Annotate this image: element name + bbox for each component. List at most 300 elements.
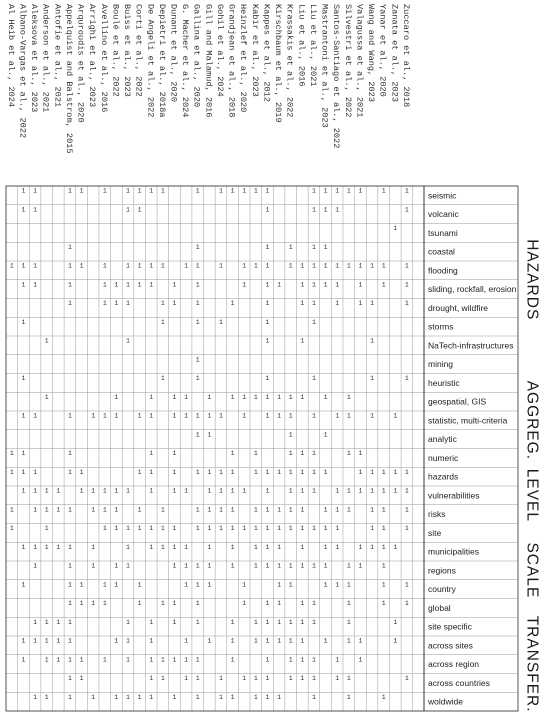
author-header: Arrighi et al., 2023 <box>87 4 98 108</box>
cell-mark: 1 <box>67 450 72 457</box>
cell-mark: 1 <box>149 525 154 532</box>
author-header: Antofie et al., 2021 <box>52 4 63 108</box>
cell-mark: 1 <box>370 262 374 270</box>
cell-mark: 1 <box>172 656 177 664</box>
author-header: Liu et al., 2021 <box>307 4 318 87</box>
cell-mark: 1 <box>172 525 177 532</box>
cell-mark: 1 <box>265 600 270 607</box>
author-header: Liu et al., 2016 <box>296 4 307 87</box>
cell-mark: 1 <box>335 412 340 420</box>
cell-mark: 1 <box>346 262 351 270</box>
cell-mark: 1 <box>149 450 154 457</box>
cell-mark: 1 <box>79 468 84 476</box>
author-header: G. Macher et al., 2024 <box>180 4 191 118</box>
cell-mark: 1 <box>67 412 72 420</box>
cell-mark: 1 <box>172 412 177 420</box>
cell-mark: 1 <box>219 468 223 476</box>
cell-mark: 1 <box>33 637 38 645</box>
cell-mark: 1 <box>288 656 293 664</box>
cell-mark: 1 <box>335 187 340 195</box>
cell-mark: 1 <box>44 337 49 345</box>
cell-mark: 1 <box>323 393 328 401</box>
cell-mark: 1 <box>265 281 270 289</box>
cell-mark: 1 <box>346 393 351 401</box>
cell-mark: 1 <box>381 693 386 701</box>
cell-mark: 1 <box>253 543 258 551</box>
cell-mark: 1 <box>126 637 130 645</box>
cell-mark: 1 <box>230 543 235 551</box>
cell-mark: 1 <box>149 543 154 551</box>
cell-mark: 1 <box>114 525 119 532</box>
cell-mark: 1 <box>67 656 72 664</box>
cell-mark: 1 <box>126 300 130 307</box>
cell-mark: 1 <box>195 675 200 682</box>
cell-mark: 1 <box>358 187 363 195</box>
row-label: sliding, rockfall, erosion <box>428 284 517 295</box>
cell-mark: 1 <box>323 206 328 214</box>
section-label: HAZARDS <box>523 239 541 321</box>
cell-mark: 1 <box>207 468 212 476</box>
cell-mark: 1 <box>300 562 305 570</box>
cell-mark: 1 <box>311 375 316 382</box>
cell-mark: 1 <box>288 450 293 457</box>
cell-mark: 1 <box>265 393 270 401</box>
cell-mark: 1 <box>253 187 258 195</box>
cell-mark: 1 <box>393 618 398 626</box>
cell-mark: 1 <box>149 675 154 682</box>
cell-mark: 1 <box>381 468 386 476</box>
cell-mark: 1 <box>393 543 398 551</box>
cell-mark: 1 <box>265 637 270 645</box>
cell-mark: 1 <box>242 281 247 289</box>
cell-mark: 1 <box>67 262 72 270</box>
author-header: Yanar et al., 2020 <box>377 4 388 97</box>
section-label: SCALE <box>523 542 541 599</box>
cell-mark: 1 <box>404 506 409 514</box>
cell-mark: 1 <box>114 412 119 420</box>
cell-mark: 1 <box>207 431 212 439</box>
cell-mark: 1 <box>277 543 282 551</box>
cell-mark: 1 <box>21 206 26 214</box>
cell-mark: 1 <box>381 187 386 195</box>
cell-mark: 1 <box>277 618 282 626</box>
row-label: hazards <box>428 471 459 482</box>
cell-mark: 1 <box>172 487 177 495</box>
row-label: heuristic <box>428 377 460 388</box>
cell-mark: 1 <box>207 487 212 495</box>
cell-mark: 1 <box>311 468 316 476</box>
cell-mark: 1 <box>172 468 177 476</box>
cell-mark: 1 <box>137 281 142 289</box>
cell-mark: 1 <box>172 618 177 626</box>
cell-mark: 1 <box>126 543 130 551</box>
cell-mark: 1 <box>149 262 154 270</box>
cell-mark: 1 <box>288 393 293 401</box>
cell-mark: 1 <box>184 543 189 551</box>
cell-mark: 1 <box>102 656 107 664</box>
cell-mark: 1 <box>323 562 328 570</box>
cell-mark: 1 <box>277 600 282 607</box>
cell-mark: 1 <box>9 506 14 514</box>
cell-mark: 1 <box>288 581 293 589</box>
author-header: Appelquist and Balstrom, 2015 <box>63 4 74 154</box>
author-header: Aleksova et al., 2023 <box>29 4 40 113</box>
cell-mark: 1 <box>91 693 96 701</box>
cell-mark: 1 <box>242 525 247 532</box>
author-header: Arquroudis et al., 2020 <box>75 4 86 123</box>
cell-mark: 1 <box>335 656 340 664</box>
cell-mark: 1 <box>184 562 189 570</box>
cell-mark: 1 <box>404 581 409 589</box>
cell-mark: 1 <box>346 618 351 626</box>
cell-mark: 1 <box>265 262 270 270</box>
cell-mark: 1 <box>33 468 38 476</box>
cell-mark: 1 <box>114 487 119 495</box>
cell-mark: 1 <box>195 412 200 420</box>
cell-mark: 1 <box>277 525 282 532</box>
cell-mark: 1 <box>21 450 26 457</box>
cell-mark: 1 <box>67 618 72 626</box>
cell-mark: 1 <box>288 468 293 476</box>
cell-mark: 1 <box>265 337 270 345</box>
author-header: Krassakis et al., 2022 <box>284 4 295 118</box>
cell-mark: 1 <box>184 656 189 664</box>
cell-mark: 1 <box>114 506 119 514</box>
cell-mark: 1 <box>381 262 386 270</box>
cell-mark: 1 <box>300 543 305 551</box>
cell-mark: 1 <box>137 468 142 476</box>
cell-mark: 1 <box>207 506 212 514</box>
cell-mark: 1 <box>79 487 84 495</box>
cell-mark: 1 <box>67 300 72 307</box>
row-label: seismic <box>428 190 457 201</box>
cell-mark: 1 <box>300 506 305 514</box>
cell-mark: 1 <box>137 581 142 589</box>
cell-mark: 1 <box>335 206 340 214</box>
row-label: numeric <box>428 452 459 463</box>
cell-mark: 1 <box>184 412 189 420</box>
cell-mark: 1 <box>33 262 38 270</box>
row-label: storms <box>428 321 454 332</box>
cell-mark: 1 <box>335 675 340 682</box>
cell-mark: 1 <box>67 543 72 551</box>
row-label: vulnerabilities <box>428 490 480 501</box>
cell-mark: 1 <box>323 431 328 439</box>
cell-mark: 1 <box>323 187 328 195</box>
cell-mark: 1 <box>33 281 38 289</box>
cell-mark: 1 <box>335 506 340 514</box>
cell-mark: 1 <box>195 618 200 626</box>
cell-mark: 1 <box>79 600 84 607</box>
cell-mark: 1 <box>311 412 316 420</box>
cell-mark: 1 <box>114 300 119 307</box>
cell-mark: 1 <box>114 581 119 589</box>
cell-mark: 1 <box>184 637 189 645</box>
cell-mark: 1 <box>311 487 316 495</box>
cell-mark: 1 <box>44 656 49 664</box>
row-label: drought, wildfire <box>428 302 489 313</box>
cell-mark: 1 <box>160 375 165 382</box>
cell-mark: 1 <box>265 206 270 214</box>
cell-mark: 1 <box>102 262 107 270</box>
cell-mark: 1 <box>265 656 270 664</box>
cell-mark: 1 <box>184 487 189 495</box>
row-label: country <box>428 584 456 595</box>
cell-mark: 1 <box>242 412 247 420</box>
cell-mark: 1 <box>219 318 223 326</box>
author-header: Zanata et al., 2023 <box>389 4 400 102</box>
row-label: coastal <box>428 246 455 257</box>
cell-mark: 1 <box>56 543 61 551</box>
cell-mark: 1 <box>358 562 363 570</box>
cell-mark: 1 <box>195 356 200 364</box>
cell-mark: 1 <box>358 300 363 307</box>
cell-mark: 1 <box>195 468 200 476</box>
cell-mark: 1 <box>79 656 84 664</box>
cell-mark: 1 <box>370 375 374 382</box>
cell-mark: 1 <box>265 300 270 307</box>
row-label: regions <box>428 565 456 576</box>
cell-mark: 1 <box>195 693 200 701</box>
cell-mark: 1 <box>160 600 165 607</box>
cell-mark: 1 <box>126 525 130 532</box>
cell-mark: 1 <box>126 487 130 495</box>
cell-mark: 1 <box>277 468 282 476</box>
cell-mark: 1 <box>346 450 351 457</box>
cell-mark: 1 <box>230 468 235 476</box>
cell-mark: 1 <box>323 581 328 589</box>
cell-mark: 1 <box>44 487 49 495</box>
cell-mark: 1 <box>149 412 154 420</box>
cell-mark: 1 <box>393 225 398 232</box>
cell-mark: 1 <box>21 281 26 289</box>
cell-mark: 1 <box>277 506 282 514</box>
cell-mark: 1 <box>172 543 177 551</box>
cell-mark: 1 <box>277 393 282 401</box>
cell-mark: 1 <box>195 318 200 326</box>
cell-mark: 1 <box>253 450 258 457</box>
author-column-headers <box>6 4 411 154</box>
cell-mark: 1 <box>323 506 328 514</box>
cell-mark: 1 <box>311 525 316 532</box>
cell-mark: 1 <box>114 562 119 570</box>
cell-mark: 1 <box>346 487 351 495</box>
cell-mark: 1 <box>253 562 258 570</box>
cell-mark: 1 <box>358 543 363 551</box>
author-header: Gohil et al., 2024 <box>214 4 225 97</box>
cell-mark: 1 <box>253 393 258 401</box>
row-label: analytic <box>428 434 457 445</box>
cell-mark: 1 <box>21 487 26 495</box>
cell-mark: 1 <box>149 468 154 476</box>
cell-mark: 1 <box>79 581 84 589</box>
cell-mark: 1 <box>126 206 130 214</box>
cell-mark: 1 <box>300 600 305 607</box>
cell-mark: 1 <box>323 525 328 532</box>
row-label: site specific <box>428 621 472 632</box>
cell-mark: 1 <box>33 618 38 626</box>
cell-mark: 1 <box>44 506 49 514</box>
author-header: Boulé et al., 2022 <box>110 4 121 97</box>
cell-mark: 1 <box>265 525 270 532</box>
cell-mark: 1 <box>184 581 189 589</box>
section-labels <box>524 239 541 712</box>
cell-mark: 1 <box>219 525 223 532</box>
cell-mark: 1 <box>67 581 72 589</box>
cell-mark: 1 <box>300 393 305 401</box>
cell-mark: 1 <box>219 506 223 514</box>
cell-mark: 1 <box>195 656 200 664</box>
cell-mark: 1 <box>230 637 235 645</box>
cell-mark: 1 <box>346 412 351 420</box>
cell-mark: 1 <box>265 243 270 251</box>
cell-mark: 1 <box>242 187 247 195</box>
cell-mark: 1 <box>33 506 38 514</box>
cell-mark: 1 <box>230 525 235 532</box>
cell-mark: 1 <box>195 431 200 439</box>
cell-mark: 1 <box>160 300 165 307</box>
cell-mark: 1 <box>288 562 293 570</box>
cell-mark: 1 <box>253 637 258 645</box>
cell-mark: 1 <box>300 468 305 476</box>
cell-mark: 1 <box>346 581 351 589</box>
cell-mark: 1 <box>358 468 363 476</box>
cell-mark: 1 <box>346 506 351 514</box>
cell-mark: 1 <box>9 450 14 457</box>
cell-mark: 1 <box>219 262 223 270</box>
cell-mark: 1 <box>160 543 165 551</box>
cell-mark: 1 <box>207 637 212 645</box>
cell-mark: 1 <box>335 543 340 551</box>
cell-mark: 1 <box>137 506 142 514</box>
cell-mark: 1 <box>137 187 142 195</box>
author-header: Grandjean et al., 2018 <box>226 4 237 118</box>
cell-mark: 1 <box>56 637 61 645</box>
cell-mark: 1 <box>79 675 84 682</box>
cell-mark: 1 <box>207 543 212 551</box>
cell-mark: 1 <box>137 525 142 532</box>
cell-mark: 1 <box>21 187 26 195</box>
cell-mark: 1 <box>253 468 258 476</box>
cell-mark: 1 <box>56 506 61 514</box>
row-label: volcanic <box>428 209 459 220</box>
cell-mark: 1 <box>21 262 26 270</box>
row-label: geospatial, GIS <box>428 396 487 407</box>
cell-mark: 1 <box>195 506 200 514</box>
cell-mark: 1 <box>242 262 247 270</box>
cell-mark: 1 <box>67 468 72 476</box>
cell-mark: 1 <box>253 675 258 682</box>
cell-mark: 1 <box>207 581 212 589</box>
cell-mark: 1 <box>102 412 107 420</box>
cell-mark: 1 <box>56 656 61 664</box>
cell-mark: 1 <box>381 543 386 551</box>
cell-mark: 1 <box>311 318 316 326</box>
cell-mark: 1 <box>277 581 282 589</box>
cell-mark: 1 <box>137 262 142 270</box>
cell-mark: 1 <box>230 693 235 701</box>
cell-mark: 1 <box>230 562 235 570</box>
row-label: NaTech-infrastructures <box>428 340 514 351</box>
cell-mark: 1 <box>195 375 200 382</box>
cell-mark: 1 <box>137 206 142 214</box>
cell-mark: 1 <box>149 693 154 701</box>
cell-mark: 1 <box>335 581 340 589</box>
cell-mark: 1 <box>137 600 142 607</box>
cell-mark: 1 <box>242 600 247 607</box>
cell-mark: 1 <box>311 618 316 626</box>
cell-mark: 1 <box>346 187 351 195</box>
cell-mark: 1 <box>323 637 328 645</box>
cell-mark: 1 <box>311 300 316 307</box>
cell-mark: 1 <box>358 262 363 270</box>
cell-mark: 1 <box>160 262 165 270</box>
cell-mark: 1 <box>184 393 189 401</box>
cell-mark: 1 <box>277 637 282 645</box>
cell-mark: 1 <box>102 600 107 607</box>
author-header: Kabir et al., 2023 <box>249 4 260 97</box>
cell-mark: 1 <box>404 262 409 270</box>
cell-mark: 1 <box>346 637 351 645</box>
cell-mark: 1 <box>230 618 235 626</box>
cell-mark: 1 <box>67 600 72 607</box>
author-header: De Angeli et al., 2022 <box>145 4 156 118</box>
cell-mark: 1 <box>381 506 386 514</box>
cell-mark: 1 <box>114 637 119 645</box>
cell-mark: 1 <box>9 525 14 532</box>
cell-mark: 1 <box>393 412 398 420</box>
cell-mark: 1 <box>253 525 258 532</box>
cell-mark: 1 <box>149 656 154 664</box>
cell-mark: 1 <box>172 393 177 401</box>
cell-mark: 1 <box>288 243 293 251</box>
cell-mark: 1 <box>381 281 386 289</box>
cell-mark: 1 <box>288 431 293 439</box>
cell-mark: 1 <box>56 618 61 626</box>
cell-mark: 1 <box>44 393 49 401</box>
cell-mark: 1 <box>172 300 177 307</box>
cell-mark: 1 <box>346 600 351 607</box>
cell-mark: 1 <box>9 468 14 476</box>
cell-mark: 1 <box>195 600 200 607</box>
cell-mark: 1 <box>288 637 293 645</box>
row-label: risks <box>428 509 446 520</box>
cell-mark: 1 <box>67 693 72 701</box>
cell-mark: 1 <box>265 693 270 701</box>
cell-mark: 1 <box>195 562 200 570</box>
row-label: statistic, multi-criteria <box>428 415 508 426</box>
cell-mark: 1 <box>172 450 177 457</box>
cell-mark: 1 <box>44 618 49 626</box>
cell-mark: 1 <box>393 637 398 645</box>
cell-mark: 1 <box>311 243 316 251</box>
section-label: LEVEL <box>523 468 541 523</box>
cell-mark: 1 <box>137 693 142 701</box>
cell-mark: 1 <box>21 637 26 645</box>
cell-mark: 1 <box>33 543 38 551</box>
author-header: Santos-Santiago et al., 2022 <box>331 4 342 149</box>
cell-mark: 1 <box>404 487 409 495</box>
cell-mark: 1 <box>323 468 328 476</box>
cell-mark: 1 <box>184 675 189 682</box>
row-label: across region <box>428 659 480 670</box>
cell-mark: 1 <box>300 525 305 532</box>
cell-mark: 1 <box>346 675 351 682</box>
cell-mark: 1 <box>9 262 14 270</box>
author-header: Al Heib et al., 2024 <box>5 4 16 108</box>
cell-mark: 1 <box>346 562 351 570</box>
cell-mark: 1 <box>91 487 96 495</box>
